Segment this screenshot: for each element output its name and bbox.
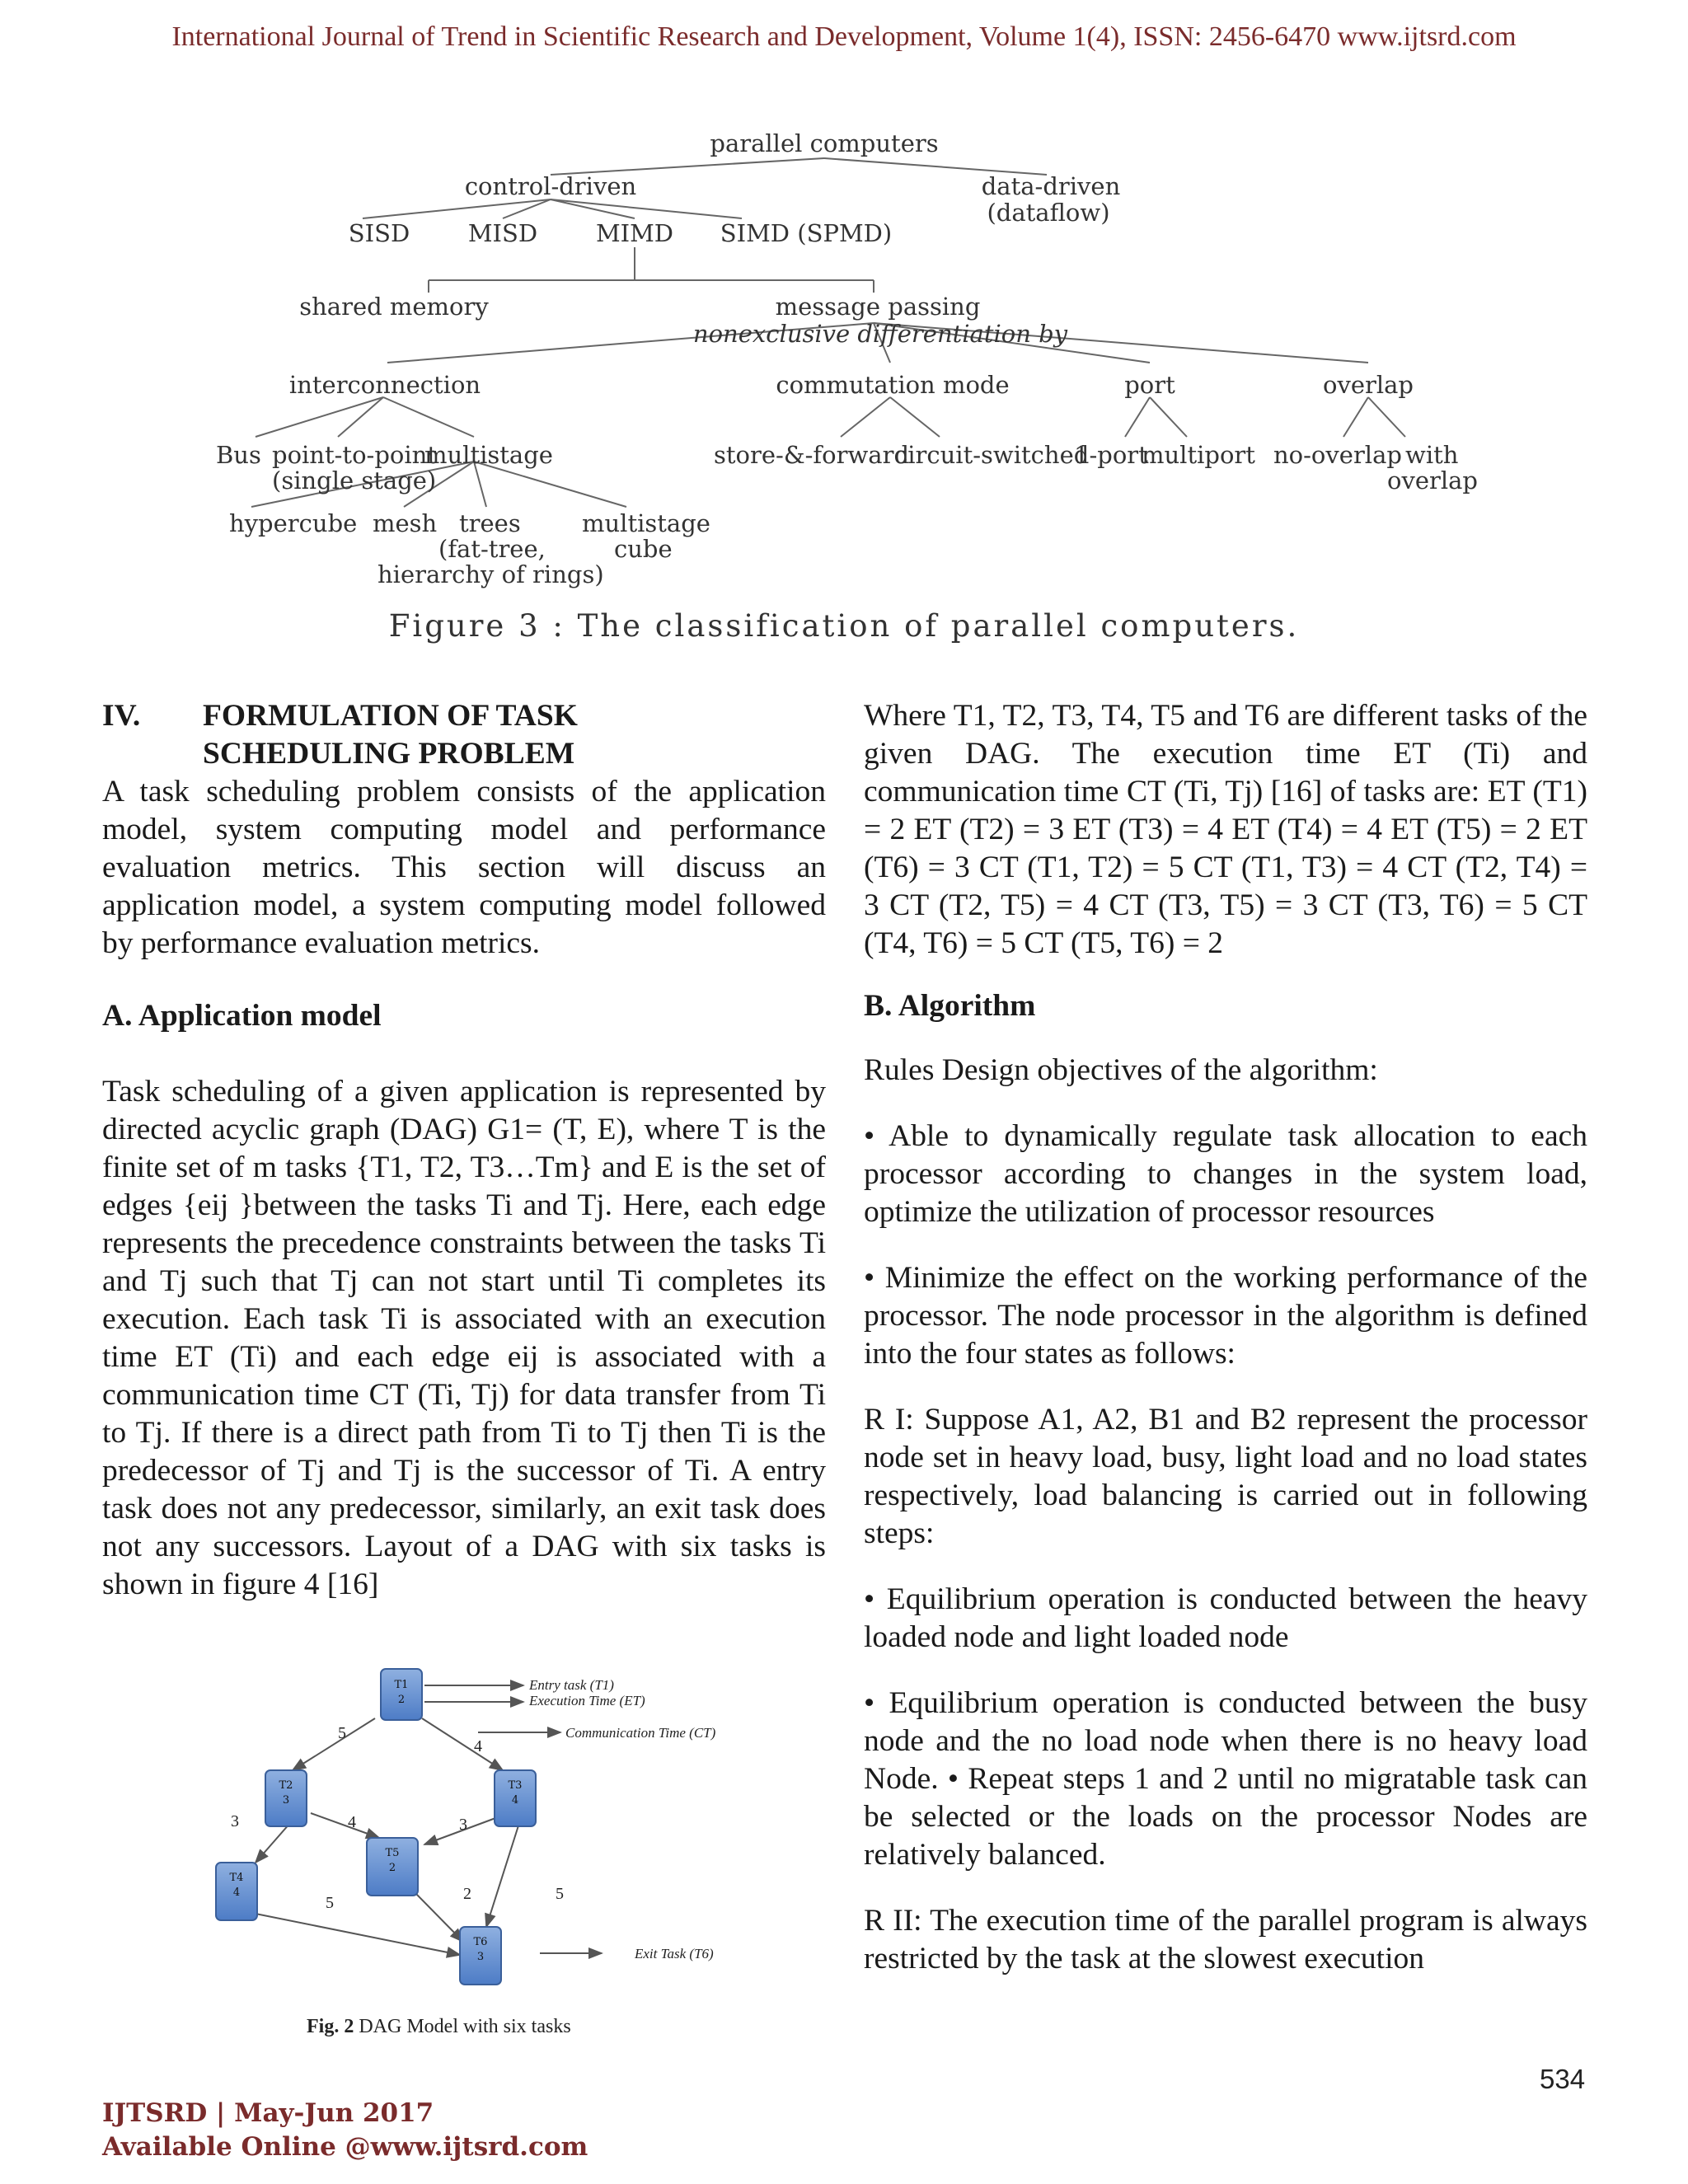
svg-text:T6: T6 [473, 1936, 488, 1948]
svg-text:4: 4 [511, 1794, 519, 1807]
fig3-node-shared-memory: shared memory [299, 293, 489, 321]
fig3-node-circuit-switched: circuit-switched [894, 441, 1090, 469]
right-paragraph-6: • Equilibrium operation is conducted between the heavy loaded node and light loaded node [864, 1582, 1587, 1654]
right-paragraph-1: Where T1, T2, T3, T4, T5 and T6 are different tasks of the given DAG. The execution time ET (Ti) and communication time CT (Ti, Tj) [16] of tasks are: ET (T1) = 2 ET (T2) = 3 ET (T3) = 4 ET (T4) = 4 ET (T5) = 2 ET (T6) = 3 CT (T1, T2) = 5 CT (T1, T3) = 4 CT (T2, T4) = 3 CT (T2, T5) = 4 CT (T3, T5) = 3 CT (T3, T6) = 5 CT (T4, T6) = 5 CT (T5, T6) = 2 [864, 699, 1587, 960]
svg-text:T3: T3 [508, 1779, 523, 1792]
page-footer [102, 2097, 588, 2164]
figure-2-caption-prefix: Fig. 2 [307, 2016, 354, 2037]
figure-3-caption: Figure 3 : The classification of parallel computers. [388, 608, 1300, 644]
fig3-node-single-stage: (single stage) [272, 466, 437, 494]
footer-line-1: IJTSRD | May-Jun 2017 [102, 2098, 434, 2128]
svg-text:2: 2 [388, 1862, 396, 1874]
fig3-node-message-passing: message passing [775, 293, 981, 321]
fig3-node-multistage-cube-2: cube [614, 535, 673, 563]
subsection-a-paragraph: Task scheduling of a given application is represented by directed acyclic graph (DAG) G1= (T, E), where T is the finite set of m tasks {T1, T2, T3…Tm} and E is the set of edges {eij }between the tasks Ti and Tj. Here, each edge represents the precedence constraints between the tasks Ti and Tj such that Tj can not start until Ti completes its execution. Each task Ti is associated with an execution time ET (Ti) and each edge eij is associated with a communication time CT (Ti, Tj) for data transfer from Ti to Tj. If there is a direct path from Ti to Tj then Ti is the predecessor of Tj and Tj is the successor of Ti. A entry task does not any predecessor, similarly, an exit task does not any successors. Layout of a DAG with six tasks is shown in figure 4 [16] [102, 1075, 826, 1601]
dag-annotation-exec: Execution Time (ET) [529, 1693, 645, 1708]
dag-node-t6 [460, 1927, 501, 1985]
figure-2-caption [307, 2016, 571, 2038]
fig3-node-1-port: 1-port [1074, 441, 1148, 469]
svg-text:4: 4 [348, 1813, 356, 1831]
dag-node-t1 [381, 1669, 422, 1720]
right-paragraph-2: Rules Design objectives of the algorithm: [864, 1053, 1378, 1087]
fig3-node-multistage: multistage [424, 441, 553, 469]
fig3-node-commutation-mode: commutation mode [776, 371, 1010, 399]
fig3-labels [216, 129, 1478, 588]
svg-text:5: 5 [338, 1724, 346, 1742]
right-paragraph-3: • Able to dynamically regulate task allocation to each processor according to changes in the system load, optimize the utilization of processor resources [864, 1119, 1587, 1229]
fig3-node-simd: SIMD (SPMD) [720, 219, 893, 247]
fig3-node-nonexclusive: nonexclusive differentiation by [692, 320, 1068, 348]
dag-annotations [528, 1677, 716, 1961]
section-title-line-2: SCHEDULING PROBLEM [203, 737, 575, 771]
fig3-node-bus: Bus [216, 441, 261, 469]
running-header: International Journal of Trend in Scientific Research and Development, Volume 1(4), ISSN: 2456-6470 www.ijtsrd.com [171, 21, 1517, 52]
fig3-node-mimd: MIMD [595, 219, 674, 247]
section-intro-paragraph: A task scheduling problem consists of the application model, system computing model and performance evaluation metrics. This section will discuss an application model, a system computing model followed by performance evaluation metrics. [102, 775, 826, 960]
right-paragraph-4: • Minimize the effect on the working performance of the processor. The node processor in the algorithm is defined into the four states as follows: [864, 1261, 1587, 1371]
figure-2-caption-text: DAG Model with six tasks [354, 2016, 571, 2037]
fig3-node-control-driven: control-driven [464, 172, 637, 200]
page-number: 534 [1540, 2064, 1586, 2094]
fig3-node-store-forward: store-&-forward [714, 441, 910, 469]
right-column [864, 697, 1587, 1978]
fig3-node-misd: MISD [467, 219, 538, 247]
svg-text:3: 3 [459, 1816, 467, 1834]
svg-text:T4: T4 [229, 1872, 244, 1884]
svg-text:2: 2 [397, 1694, 406, 1706]
section-title [203, 697, 578, 773]
dag-node-t2 [265, 1770, 307, 1826]
dag-diagram [198, 1665, 775, 2019]
fig3-node-with: with [1405, 441, 1459, 469]
svg-text:3: 3 [282, 1794, 290, 1807]
fig3-node-mesh: mesh [373, 509, 438, 537]
figure-2-dag [198, 1665, 775, 2044]
fig3-node-root: parallel computers [710, 129, 939, 157]
fig3-node-sisd: SISD [348, 219, 410, 247]
fig3-node-hypercube: hypercube [229, 509, 358, 537]
fig3-node-multiport: multiport [1142, 441, 1255, 469]
fig3-node-multistage-cube-1: multistage [582, 509, 710, 537]
fig3-node-overlap: overlap [1323, 371, 1414, 399]
svg-text:T2: T2 [279, 1779, 293, 1792]
svg-text:3: 3 [231, 1812, 239, 1830]
fig3-node-interconnection: interconnection [288, 371, 481, 399]
fig3-node-overlap-2: overlap [1387, 466, 1478, 494]
left-column [102, 697, 826, 1604]
right-paragraph-8: R II: The execution time of the parallel program is always restricted by the task at the slowest execution [864, 1904, 1587, 1975]
fig3-node-port: port [1124, 371, 1175, 399]
svg-text:3: 3 [476, 1951, 485, 1963]
figure-3-classification-tree [0, 0, 1688, 659]
fig3-node-trees: trees [459, 509, 521, 537]
subsection-b-heading: B. Algorithm [864, 989, 1036, 1023]
dag-node-t5 [367, 1838, 418, 1896]
dag-node-t3 [495, 1770, 536, 1826]
dag-annotation-exit: Exit Task (T6) [635, 1946, 714, 1961]
right-paragraph-5: R I: Suppose A1, A2, B1 and B2 represent the processor node set in heavy load, busy, light load and no load states respectively, load balancing is carried out in following steps: [864, 1403, 1587, 1550]
dag-annotation-comm: Communication Time (CT) [565, 1725, 716, 1741]
footer-line-2: Available Online @www.ijtsrd.com [102, 2132, 588, 2162]
svg-text:5: 5 [556, 1885, 564, 1903]
dag-node-t4 [216, 1863, 257, 1920]
section-title-line-1: FORMULATION OF TASK [203, 699, 578, 733]
svg-text:5: 5 [326, 1894, 334, 1912]
right-paragraph-7: • Equilibrium operation is conducted between the busy node and the no load node when there is no heavy load Node. • Repeat steps 1 and 2 until no migratable task can be selected or the loads on the processor Nodes are relatively balanced. [864, 1686, 1587, 1872]
svg-text:4: 4 [232, 1886, 241, 1899]
fig3-node-no-overlap: no-overlap [1273, 441, 1402, 469]
subsection-a-heading: A. Application model [102, 999, 382, 1033]
fig3-node-hierarchy: hierarchy of rings) [377, 560, 604, 588]
section-number: IV. [102, 699, 141, 733]
fig3-node-point-to-point: point-to-point [272, 441, 437, 469]
fig3-node-dataflow: (dataflow) [987, 199, 1110, 227]
fig3-node-fat-tree: (fat-tree, [438, 535, 546, 563]
dag-annotation-entry: Entry task (T1) [529, 1677, 614, 1693]
svg-text:4: 4 [474, 1737, 482, 1755]
section-heading [102, 697, 826, 773]
svg-text:T5: T5 [385, 1847, 400, 1859]
fig3-node-data-driven: data-driven [981, 172, 1121, 200]
svg-text:T1: T1 [394, 1679, 409, 1691]
svg-text:2: 2 [463, 1885, 471, 1903]
